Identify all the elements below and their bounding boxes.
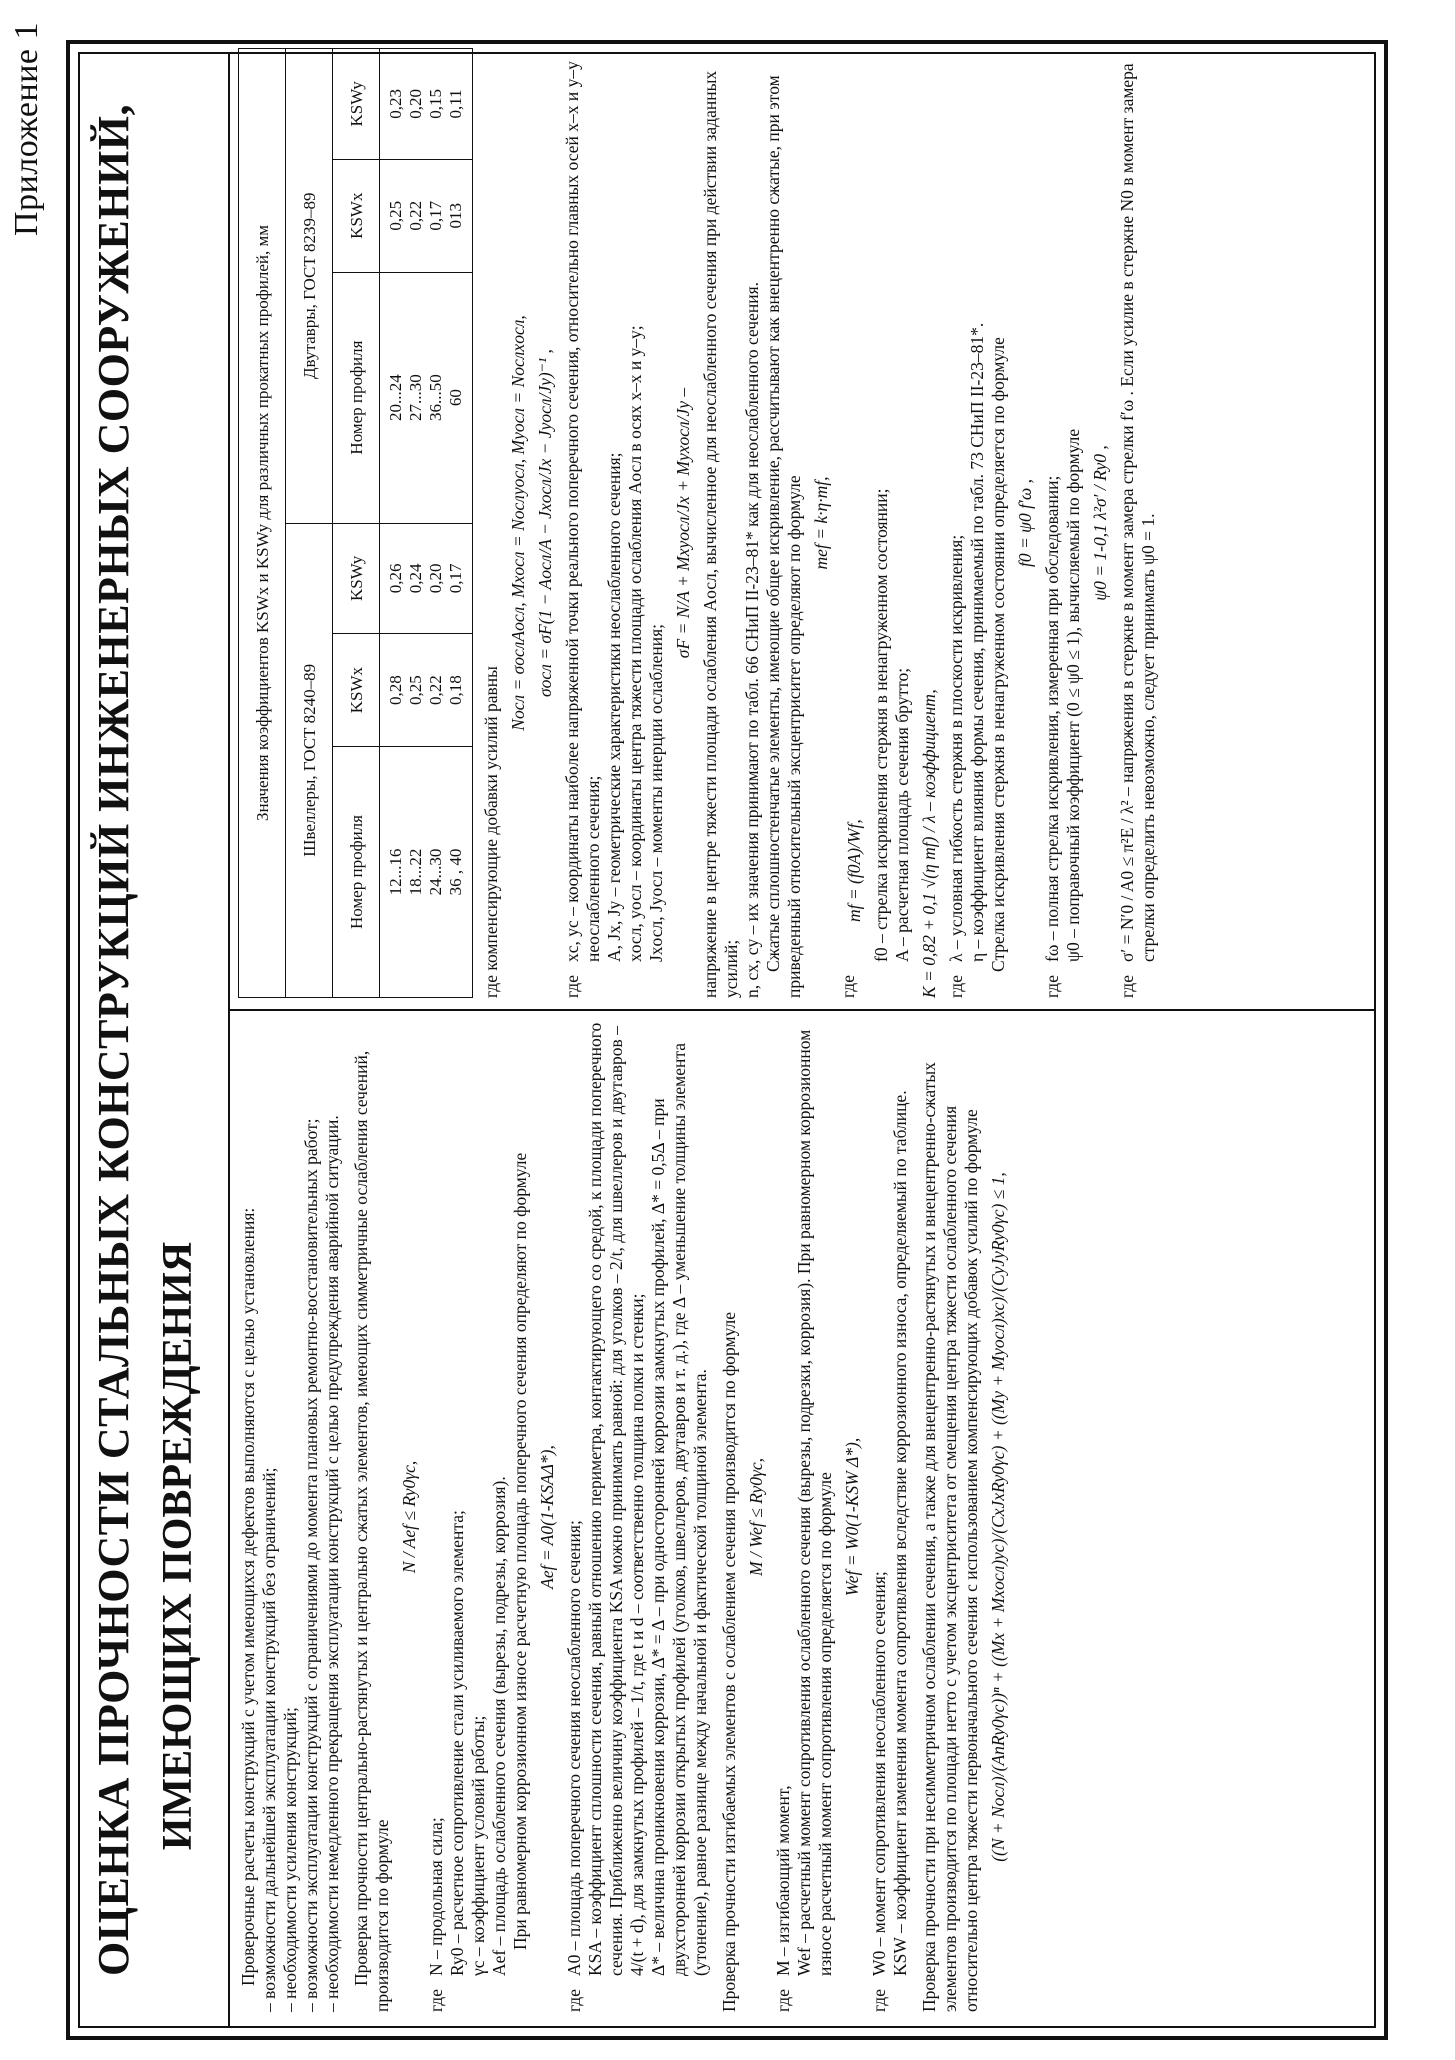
definition: Wef – расчетный момент сопротивления ослабленного сечения (вырезы, подрезки, коррозия). При равномерном коррозионном износе расчетный момент сопротивления определяется по формуле bbox=[794, 1029, 835, 1976]
coefficients-table bbox=[238, 48, 473, 998]
formula-k: K = 0,82 + 0,1 √(η mf) / λ – коэффициент, bbox=[919, 689, 939, 998]
gde-label: где bbox=[946, 975, 966, 998]
table-cell: 0,25 0,22 0,17 013 bbox=[380, 159, 473, 272]
paragraph-coeffs: n, cx, cy – их значения принимают по табл. 66 СНиП II-23–81* как для неослабленного сечения. bbox=[742, 281, 762, 998]
table-header: KSWy bbox=[333, 523, 380, 634]
definition: Jxосл, Jyосл – моменты инерции ослабления; bbox=[646, 623, 666, 962]
definitions-r2 bbox=[838, 48, 913, 998]
formula-4: Wef = W0(1-KSW Δ*), bbox=[842, 1437, 862, 1597]
definition: Ry0 – расчетное сопротивление стали усиливаемого элемента; bbox=[447, 1510, 467, 1976]
definition: ψ0 – поправочный коэффициент (0 ≤ ψ0 ≤ 1), вычисляемый по формуле bbox=[1063, 428, 1083, 962]
definition: A0 – площадь поперечного сечения неослабленного сечения; bbox=[564, 1520, 584, 1976]
column-divider bbox=[228, 1009, 1374, 1011]
gde-label: где bbox=[1042, 975, 1062, 998]
definitions-1 bbox=[426, 1022, 531, 2012]
table-header: Номер профиля bbox=[333, 747, 380, 998]
table-cell: 12...16 18...22 24...30 36 , 40 bbox=[380, 747, 473, 998]
definition: W0 – момент сопротивления неослабленного сечения; bbox=[869, 1571, 889, 1976]
gde-label: где bbox=[564, 1989, 584, 2012]
definition: N – продольная сила; bbox=[426, 1817, 446, 1976]
title-band bbox=[80, 54, 230, 2026]
paragraph-f0: Стрелка искривления стержня в ненагруженном состоянии определяется по формуле bbox=[988, 337, 1008, 972]
table-header: KSWx bbox=[333, 159, 380, 272]
table-caption: Значения коэффициентов KSWx и KSWy для различных прокатных профилей, мм bbox=[239, 49, 286, 998]
definitions-r5 bbox=[1117, 48, 1159, 998]
definition: xc, yc – координаты наиболее напряженной точки реального поперечного сечения, относительно главных осей x–x и y–y неослабленного сечения; bbox=[562, 61, 603, 962]
intro-paragraph: Проверочные расчеты конструкций с учетом имеющихся дефектов выполняются с целью установления: bbox=[238, 1207, 258, 1986]
definition: η – коэффициент влияния формы сечения, принимаемый по табл. 73 СНиП II-23–81*. bbox=[967, 322, 987, 962]
definition: M – изгибающий момент, bbox=[773, 1785, 793, 1976]
gde-label: где bbox=[869, 1989, 889, 2012]
definition: xосл, yосл – координаты центра тяжести площади ослабления Aосл в осях x–x и y–y; bbox=[625, 325, 645, 962]
definition-sigma-prime: σ′ = N′0 / A0 ≤ π²E / λ² – напряжения в стержне в момент замера стрелки f′ω . Если усилие в стержне N0 в момент замера стрелки определить невозможно, следует принимать ψ0 = 1. bbox=[1117, 63, 1158, 962]
paragraph-corrosion: При равномерном коррозионном износе расчетную площадь поперечного сечения определяют по формуле bbox=[510, 1152, 530, 1950]
paragraph-stress: напряжение в центре тяжести площади ослабления Aосл, вычисленное для неослабленного сечения при действии заданных усилий; bbox=[700, 70, 741, 998]
definition: KSA – коэффициент сплошности сечения, равный отношению периметра, контактирующего со средой, к площади поперечного сечения. Приближенно величину коэффициента KSA можно принимать равной: для уголков – 2/t, для швеллеров и двутавров – 4/(t + d), для замкнутых профилей – 1/t, где t и d – соответственно толщина полки и стенки; bbox=[585, 1022, 647, 1976]
formula-1: N / Aef ≤ Ry0γc, bbox=[399, 1460, 419, 1574]
definition: f0 – стрелка искривления стержня в ненагруженном состоянии; bbox=[871, 488, 891, 962]
formula-mef: mef = k·η·mf, bbox=[811, 476, 831, 570]
list-item: – возможности эксплуатации конструкций с ограничениями до момента плановых ремонтно-восстановительных работ; bbox=[301, 1118, 321, 2012]
table-row bbox=[380, 49, 473, 998]
gde-label: где bbox=[838, 975, 858, 998]
table-cell: 20...24 27...30 36...50 60 bbox=[380, 272, 473, 523]
table-cell: 0,26 0,24 0,20 0,17 bbox=[380, 523, 473, 634]
gde-label: где bbox=[562, 975, 582, 998]
formula-sigma-f: σF = N/A + Mxyосл/Jx + Myxосл/Jy – bbox=[673, 387, 693, 659]
formula-f0: f0 = ψ0 f′ω , bbox=[1015, 479, 1035, 567]
appendix-label: Приложение 1 bbox=[8, 22, 45, 236]
formula-psi0: ψ0 = 1-0,1 λ²σ′ / Ry0 , bbox=[1090, 445, 1110, 601]
paragraph-asymmetric: Проверка прочности при несимметричном ослаблении сечения, а также для внецентренно-растянутых и внецентренно-сжатых элементов производится по площади нетто с учетом эксцентриситета от смещения центра тяжести ослабленного сечения относительно центра тяжести первоначального сечения с использованием компенсирующих добавок усилий по формуле bbox=[919, 1062, 981, 2012]
table-header: KSWy bbox=[333, 49, 380, 160]
definition: λ – условная гибкость стержня в плоскости искривления; bbox=[946, 534, 966, 962]
page-frame-inner bbox=[78, 52, 1376, 2028]
gde-label: где bbox=[773, 1989, 793, 2012]
list-item: – необходимости усиления конструкций; bbox=[280, 1707, 300, 2012]
list-item: – возможности дальнейшей эксплуатации конструкций без ограничений; bbox=[259, 1467, 279, 2012]
formula-3: M / Wef ≤ Ry0γc, bbox=[746, 1457, 766, 1577]
definition: Δ* – величина проникновения коррозии, Δ* = Δ – при односторонней коррозии замкнутых профилей, Δ* = 0,5Δ – при двухсторонней коррозии открытых профилей (уголков, швеллеров, двутавров и т. д.), где Δ – уменьшение толщины элемента (утонение), равное разнице между начальной и фактической толщиной элемента. bbox=[648, 1042, 710, 1976]
list-item: – необходимости немедленного прекращения эксплуатации конструкций с целью предупреждения аварийной ситуации. bbox=[322, 1115, 342, 2012]
title-line-2: ИМЕЮЩИХ ПОВРЕЖДЕНИЯ bbox=[155, 1241, 201, 1851]
table-cell: 0,28 0,25 0,22 0,18 bbox=[380, 634, 473, 747]
definitions-2 bbox=[564, 1022, 711, 2012]
definitions-4 bbox=[869, 1022, 911, 2012]
paragraph-bending: Проверка прочности изгибаемых элементов с ослаблением сечения производится по формуле bbox=[719, 1311, 739, 2012]
definition: fω – полная стрелка искривления, измеренная при обследовании; bbox=[1042, 475, 1062, 962]
compensating-intro: где компенсирующие добавки усилий равны bbox=[481, 666, 501, 998]
title-line-1: ОЦЕНКА ПРОЧНОСТИ СТАЛЬНЫХ КОНСТРУКЦИЙ ИНЖЕНЕРНЫХ СООРУЖЕНИЙ, bbox=[89, 104, 138, 1976]
definition: A – расчетная площадь сечения брутто; bbox=[892, 667, 912, 962]
table-group-channels: Швеллеры, ГОСТ 8240–89 bbox=[286, 523, 333, 997]
formula-2: Aef = A0(1-KSAΔ*), bbox=[537, 1445, 557, 1589]
formula-compensating: Nосл = σослAосл, Mxосл = Nослyосл, Myосл = Nослxосл, bbox=[508, 315, 528, 731]
paragraph-tension: Проверка прочности центрально-растянутых и центрально сжатых элементов, имеющих симметричные ослабления сечений, производится по формуле bbox=[351, 1050, 392, 2012]
definition: A, Jx, Jy – геометрические характеристики неослабленного сечения; bbox=[604, 452, 624, 962]
definitions-r1 bbox=[562, 48, 667, 998]
left-column bbox=[238, 1022, 1015, 2012]
table-cell: 0,23 0,20 0,15 0,11 bbox=[380, 49, 473, 160]
right-column bbox=[238, 48, 1159, 998]
table-group-ibeams: Двутавры, ГОСТ 8239–89 bbox=[286, 49, 333, 524]
formula-5: ((N + Nосл)/(AnRy0γc))ⁿ + ((Mx + Mxосл)yc)/(CxJxRy0γc) + ((My + Myосл)xc)/(CyJyRy0γc) ≤ 1, bbox=[988, 1172, 1008, 1862]
formula-sigma-osl: σосл = σF(1 − Aосл/A − Jxосл/Jx − Jyосл/Jy)⁻¹ , bbox=[535, 349, 555, 697]
gde-label: где bbox=[1117, 975, 1137, 998]
formula-mf: mf = (f0A)/Wf, bbox=[844, 819, 864, 922]
definitions-r4 bbox=[1042, 48, 1084, 998]
definitions-r3 bbox=[946, 48, 988, 998]
table-header: KSWx bbox=[333, 634, 380, 747]
definition: KSW – коэффициент изменения момента сопротивления вследствие коррозионного износа, определяемый по таблице. bbox=[890, 1090, 910, 1976]
definition: Aef – площадь ослабленного сечения (вырезы, подрезы, коррозия). bbox=[489, 1476, 509, 1976]
table-header: Номер профиля bbox=[333, 272, 380, 523]
paragraph-curved: Сжатые сплошностенчатые элементы, имеющие общее искривление, рассчитывают как внецентренно сжатые, при этом приведенный относительный эксцентриситет определяют по формуле bbox=[763, 75, 804, 998]
gde-label: где bbox=[426, 1989, 446, 2012]
definitions-3 bbox=[773, 1022, 836, 2012]
definition: γc – коэффициент условий работы; bbox=[468, 1715, 488, 1976]
page-frame bbox=[66, 40, 1388, 2040]
